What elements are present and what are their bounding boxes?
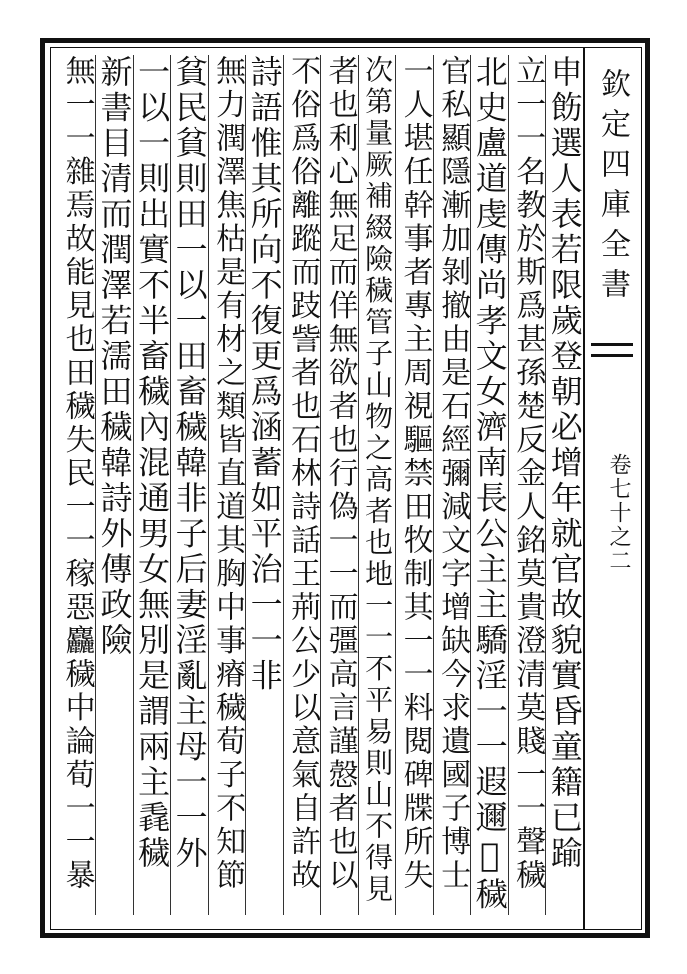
column-text: 申飭選人表若限歲登朝必增年就官故貌實昏童籍已踰 <box>545 55 584 872</box>
book-title: 欽定四庫全書 <box>595 68 630 308</box>
column-text: 一以一則出實不半畜穢內混通男女無別是謂兩主毳穢 <box>133 55 172 872</box>
text-column <box>95 55 133 915</box>
column-text: 詩語惟其所向不復更爲涵蓄如平治一一非 <box>245 55 284 694</box>
fish-tail-mark <box>591 343 633 357</box>
text-column <box>358 55 396 915</box>
column-text: 一人堪任幹事者專主周視驅禁田牧制其一一料閱碑牒所失 <box>397 55 433 893</box>
header-margin-strip <box>583 48 641 929</box>
text-column <box>470 55 508 915</box>
column-text: 新書目清而潤澤若濡田穢韓詩外傳政險 <box>95 55 134 659</box>
text-column <box>58 55 95 915</box>
text-column <box>283 55 321 915</box>
column-text: 不俗爲俗離蹤而跂訾者也石林詩話王荊公少以意氣自許故 <box>285 55 321 893</box>
text-column <box>545 55 583 915</box>
text-column <box>170 55 208 915</box>
column-text: 無一一雜焉故能見也田穢失民一一稼惡麤穢中論荀一一暴 <box>59 55 95 893</box>
column-text: 貧民貧則田一以一田畜穢韓非子后妻淫亂主母一一外 <box>170 55 209 872</box>
text-columns <box>58 55 583 915</box>
column-text: 立一一名教於斯爲甚孫楚反金人銘莫貴澄清莫賤一一聲穢 <box>510 55 546 893</box>
text-column <box>433 55 471 915</box>
text-column <box>133 55 171 915</box>
volume-label: 卷七十之二 <box>606 453 631 573</box>
column-text: 者也利心無足而佯無欲者也行偽一一而彊高言謹慤者也以 <box>322 55 358 893</box>
text-column <box>208 55 246 915</box>
column-text: 無力潤澤焦枯是有材之類皆直道其胸中事瘠穢荀子不知節 <box>210 55 246 893</box>
column-text: 北史盧道虔傳尚孝文女濟南長公主主驕淫一一遐邇𨕖穢 <box>470 55 509 913</box>
column-text: 官私顯隱漸加剝撤由是石經彌減文字增缺今求遺國子博士 <box>435 55 471 893</box>
text-column <box>320 55 358 915</box>
text-column <box>245 55 283 915</box>
text-column <box>395 55 433 915</box>
text-column <box>508 55 546 915</box>
column-text: 次第量厥補綴險穢管子山物之高者也地一一不平易則山不得見 <box>361 55 395 906</box>
